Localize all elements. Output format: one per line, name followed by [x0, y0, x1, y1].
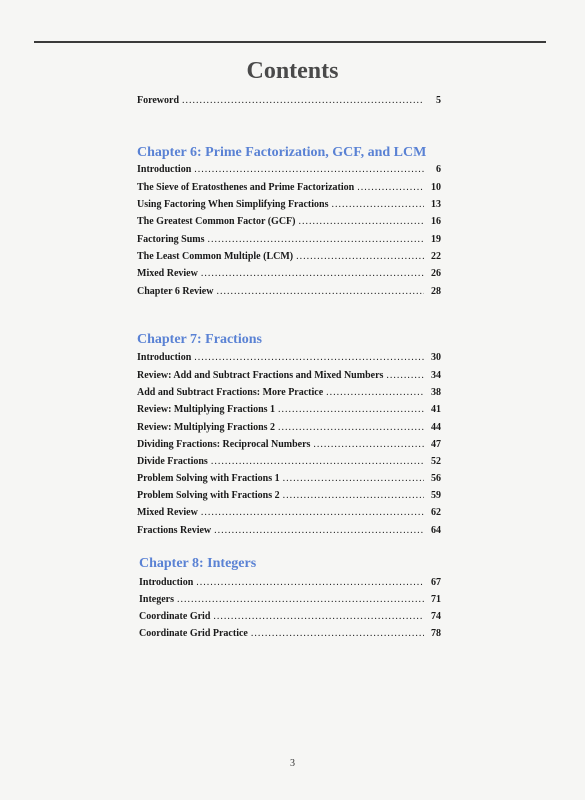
chapter-heading-7: Chapter 7: Fractions [137, 332, 262, 347]
toc-entry-title: Review: Multiplying Fractions 2 [137, 422, 276, 433]
page-number: 3 [290, 758, 295, 769]
toc-entry-page: 5 [436, 95, 441, 106]
toc-entry[interactable] [139, 611, 441, 625]
toc-entry-page: 19 [431, 234, 441, 245]
leader-dots [357, 182, 424, 193]
toc-entry-page: 16 [431, 216, 441, 227]
leader-dots [211, 456, 424, 467]
page-title: Contents [246, 58, 339, 84]
toc-entry-title: Mixed Review [137, 268, 198, 279]
toc-entry[interactable] [139, 628, 441, 642]
toc-entry[interactable] [137, 439, 441, 453]
toc-entry-page: 44 [431, 422, 441, 433]
toc-entry-title: Integers [139, 594, 174, 605]
toc-entry[interactable] [137, 286, 441, 300]
toc-entry-page: 62 [431, 507, 441, 518]
leader-dots [214, 525, 424, 536]
leader-dots [278, 404, 424, 415]
leader-dots [251, 628, 424, 639]
toc-entry-page: 47 [431, 439, 441, 450]
toc-entry[interactable] [137, 164, 441, 178]
toc-entry-title: Introduction [139, 577, 194, 588]
leader-dots [332, 199, 425, 210]
toc-entry-page: 41 [431, 404, 441, 415]
toc-entry-page: 52 [431, 456, 441, 467]
leader-dots [326, 387, 424, 398]
leader-dots [201, 268, 424, 279]
toc-entry[interactable] [137, 199, 441, 213]
leader-dots [182, 95, 424, 106]
toc-entry[interactable] [139, 577, 441, 591]
leader-dots [298, 216, 424, 227]
toc-entry-title: Divide Fractions [137, 456, 208, 467]
toc-entry-page: 74 [431, 611, 441, 622]
toc-entry[interactable] [137, 456, 441, 470]
toc-entry-title: Problem Solving with Fractions 2 [137, 490, 280, 501]
leader-dots [386, 370, 424, 381]
leader-dots [194, 164, 424, 175]
toc-entry[interactable] [137, 473, 441, 487]
leader-dots [208, 234, 425, 245]
toc-entry-page: 64 [431, 525, 441, 536]
chapter-heading-8: Chapter 8: Integers [139, 556, 257, 571]
top-rule [34, 41, 546, 43]
toc-entry-page: 78 [431, 628, 441, 639]
toc-entry-title: Review: Add and Subtract Fractions and Mixed Numbers [137, 370, 384, 381]
toc-entry-title: Mixed Review [137, 507, 198, 518]
leader-dots [283, 473, 424, 484]
toc-entry-title: Using Factoring When Simplifying Fractions [137, 199, 329, 210]
toc-entry-page: 28 [431, 286, 441, 297]
toc-entry-page: 34 [431, 370, 441, 381]
toc-entry[interactable] [137, 216, 441, 230]
toc-entry-page: 59 [431, 490, 441, 501]
toc-entry[interactable] [137, 268, 441, 282]
toc-entry-title: The Greatest Common Factor (GCF) [137, 216, 296, 227]
toc-entry[interactable] [137, 525, 441, 539]
toc-entry-title: Foreword [137, 95, 180, 106]
leader-dots [213, 611, 424, 622]
leader-dots [216, 286, 424, 297]
toc-entry-foreword[interactable] [137, 95, 441, 109]
toc-entry-page: 10 [431, 182, 441, 193]
toc-entry-page: 22 [431, 251, 441, 262]
toc-entry-title: Introduction [137, 164, 192, 175]
toc-entry-title: Factoring Sums [137, 234, 205, 245]
toc-entry-page: 26 [431, 268, 441, 279]
toc-entry[interactable] [139, 594, 441, 608]
leader-dots [313, 439, 424, 450]
toc-entry[interactable] [137, 234, 441, 248]
toc-entry-page: 6 [436, 164, 441, 175]
toc-entry[interactable] [137, 507, 441, 521]
toc-entry[interactable] [137, 490, 441, 504]
toc-entry-title: Review: Multiplying Fractions 1 [137, 404, 276, 415]
toc-entry-title: Add and Subtract Fractions: More Practice [137, 387, 324, 398]
chapter-heading-6: Chapter 6: Prime Factorization, GCF, and LCM [137, 145, 427, 160]
toc-entry[interactable] [137, 352, 441, 366]
toc-entry[interactable] [137, 422, 441, 436]
leader-dots [196, 577, 424, 588]
toc-entry[interactable] [137, 387, 441, 401]
toc-entry-page: 38 [431, 387, 441, 398]
leader-dots [283, 490, 424, 501]
toc-entry-page: 67 [431, 577, 441, 588]
leader-dots [177, 594, 424, 605]
toc-entry-title: Problem Solving with Fractions 1 [137, 473, 280, 484]
toc-entry-page: 56 [431, 473, 441, 484]
toc-entry-page: 71 [431, 594, 441, 605]
toc-entry[interactable] [137, 404, 441, 418]
toc-entry[interactable] [137, 251, 441, 265]
toc-entry[interactable] [137, 182, 441, 196]
leader-dots [194, 352, 424, 363]
toc-entry-title: Fractions Review [137, 525, 212, 536]
toc-entry-title: Chapter 6 Review [137, 286, 214, 297]
toc-entry-title: Dividing Fractions: Reciprocal Numbers [137, 439, 311, 450]
leader-dots [201, 507, 424, 518]
toc-entry-page: 13 [431, 199, 441, 210]
toc-entry-title: Coordinate Grid [139, 611, 211, 622]
toc-entry-title: The Sieve of Eratosthenes and Prime Factorization [137, 182, 355, 193]
toc-entry[interactable] [137, 370, 441, 384]
leader-dots [296, 251, 424, 262]
toc-entry-title: Coordinate Grid Practice [139, 628, 248, 639]
toc-entry-title: Introduction [137, 352, 192, 363]
leader-dots [278, 422, 424, 433]
toc-entry-title: The Least Common Multiple (LCM) [137, 251, 294, 262]
toc-entry-page: 30 [431, 352, 441, 363]
